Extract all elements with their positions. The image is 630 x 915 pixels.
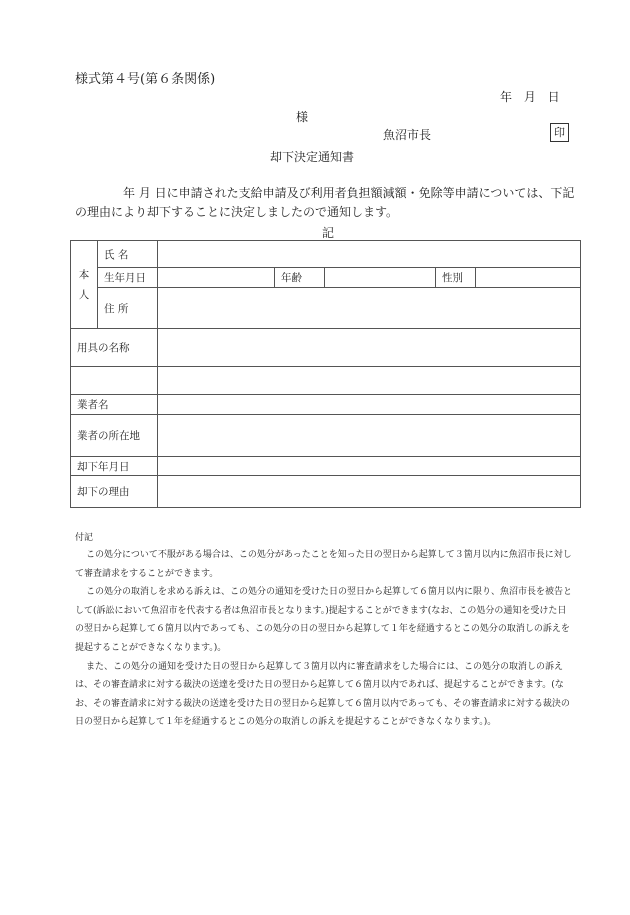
vendor-address-label: 業者の所在地 xyxy=(71,415,158,457)
sex-label: 性別 xyxy=(436,268,476,288)
ki-heading: 記 xyxy=(322,226,335,240)
form-number: 様式第４号(第６条関係) xyxy=(75,72,216,87)
vendor-address-value-cell[interactable] xyxy=(158,415,581,457)
address-label: 住 所 xyxy=(98,288,158,329)
notes-heading: 付記 xyxy=(75,533,94,543)
note-paragraph: また、この処分の通知を受けた日の翌日から起算して３箇月以内に審査請求をした場合には、この処分の取消しの訴えは、その審査請求に対する裁決の送達を受けた日の翌日から起算して６箇月以内であれば、提起することができます。(なお、その審査請求に対する裁決の送達を受けた日の翌日から起算して６箇月以内であっても、その審査請求に対する裁決の日の翌日から起算して１年を経過するとこの処分の取消しの訴えを提起することができなくなります。)。 xyxy=(75,661,570,728)
name-label: 氏 名 xyxy=(98,241,158,268)
date-line: 年 月 日 xyxy=(500,90,560,104)
equipment-name-label: 用具の名称 xyxy=(71,329,158,367)
applicant-details-table xyxy=(70,240,581,508)
rejection-reason-label: 却下の理由 xyxy=(71,476,158,508)
addressee-honorific: 様 xyxy=(296,110,309,124)
birthdate-value-cell[interactable] xyxy=(158,268,275,288)
rejection-date-label: 却下年月日 xyxy=(71,457,158,476)
vendor-name-label: 業者名 xyxy=(71,395,158,415)
sex-value-cell[interactable] xyxy=(476,268,581,288)
appeal-notes xyxy=(75,546,575,732)
notification-body: 年 月 日に申請された支給申請及び利用者負担額減額・免除等申請については、下記の理由により却下することに決定しましたので通知します。 xyxy=(75,186,575,219)
seal-box: 印 xyxy=(550,123,569,142)
birthdate-label: 生年月日 xyxy=(98,268,158,288)
vendor-name-value-cell[interactable] xyxy=(158,395,581,415)
name-value-cell[interactable] xyxy=(158,241,581,268)
document-title: 却下決定通知書 xyxy=(270,150,355,164)
age-value-cell[interactable] xyxy=(325,268,436,288)
blank-label-cell xyxy=(71,367,158,395)
issuer-name: 魚沼市長 xyxy=(383,128,432,142)
note-paragraph: この処分の取消しを求める訴えは、この処分の通知を受けた日の翌日から起算して６箇月以内に限り、魚沼市長を被告として(訴訟において魚沼市を代表する者は魚沼市長となります。)提起することができます(なお、この処分の通知を受けた日の翌日から起算して６箇月以内であっても、この処分の日の翌日から起算して１年を経過するとこの処分の取消しの訴えを提起することができなくなります。)。 xyxy=(75,587,573,653)
rejection-date-value-cell[interactable] xyxy=(158,457,581,476)
rejection-reason-value-cell[interactable] xyxy=(158,476,581,508)
equipment-name-value-cell[interactable] xyxy=(158,329,581,367)
note-paragraph: この処分について不服がある場合は、この処分があったことを知った日の翌日から起算して３箇月以内に魚沼市長に対して審査請求をすることができます。 xyxy=(75,550,572,579)
person-label: 本人 xyxy=(78,268,90,301)
age-label: 年齢 xyxy=(275,268,325,288)
blank-value-cell[interactable] xyxy=(158,367,581,395)
address-value-cell[interactable] xyxy=(158,288,581,329)
person-label-cell xyxy=(71,241,98,329)
